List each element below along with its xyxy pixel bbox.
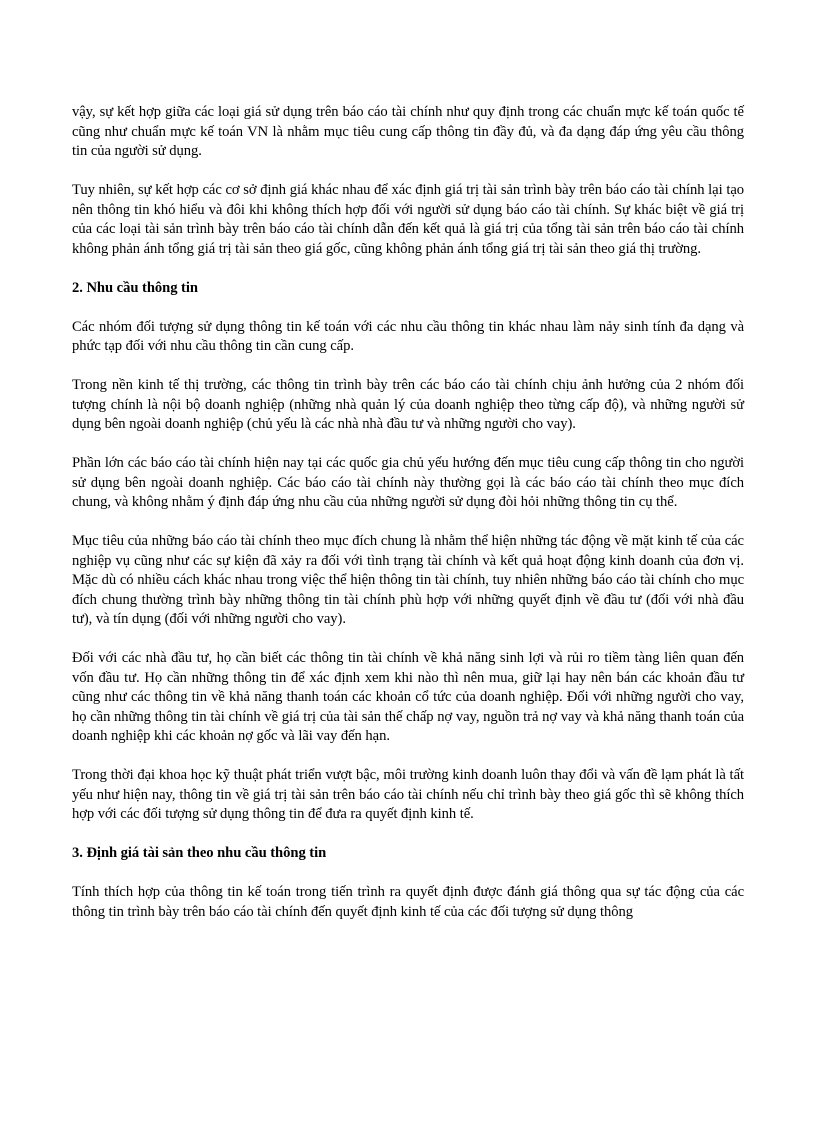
paragraph: Mục tiêu của những báo cáo tài chính theo mục đích chung là nhằm thể hiện những tác động về mặt kinh tế của các nghiệp vụ cũng như các sự kiện đã xảy ra đối với tình trạng tài chính và kết quả hoạt động kinh doanh của đơn vị. Mặc dù có nhiều cách khác nhau trong việc thể hiện thông tin tài chính, tuy nhiên những báo cáo tài chính cho mục đích chung thường trình bày những thông tin tài chính phù hợp với những quyết định về đầu tư (đối với nhà đầu tư), và tín dụng (đối với những người cho vay). xyxy=(72,533,744,627)
section-heading: 2. Nhu cầu thông tin xyxy=(72,279,198,296)
paragraph: Phần lớn các báo cáo tài chính hiện nay tại các quốc gia chủ yếu hướng đến mục tiêu cung cấp thông tin cho người sử dụng bên ngoài doanh nghiệp. Các báo cáo tài chính này thường gọi là các báo cáo tài chính theo mục đích chung, và không nhằm ý định đáp ứng nhu cầu của những người sử dụng đòi hỏi những thông tin cụ thể. xyxy=(72,455,744,510)
paragraph: vậy, sự kết hợp giữa các loại giá sử dụng trên báo cáo tài chính như quy định trong các chuẩn mực kế toán quốc tế cũng như chuẩn mực kế toán VN là nhằm mục tiêu cung cấp thông tin đầy đủ, và đa dạng đáp ứng yêu cầu thông tin của người sử dụng. xyxy=(72,104,744,159)
paragraph: Tuy nhiên, sự kết hợp các cơ sở định giá khác nhau để xác định giá trị tài sản trình bày trên báo cáo tài chính lại tạo nên thông tin khó hiểu và đôi khi không thích hợp đối với người sử dụng báo cáo tài chính. Sự khác biệt về giá trị của các loại tài sản trình bày trên báo cáo tài chính dẫn đến kết quả là giá trị của tổng tài sản trên báo cáo tài chính không phản ánh tổng giá trị tài sản theo giá gốc, cũng không phản ánh tổng giá trị tài sản theo giá thị trường. xyxy=(72,182,744,257)
paragraph: Trong nền kinh tế thị trường, các thông tin trình bày trên các báo cáo tài chính chịu ảnh hưởng của 2 nhóm đối tượng chính là nội bộ doanh nghiệp (những nhà quản lý của doanh nghiệp theo từng cấp độ), và những người sử dụng bên ngoài doanh nghiệp (chủ yếu là các nhà nhà đầu tư và những người cho vay). xyxy=(72,377,744,432)
paragraph: Các nhóm đối tượng sử dụng thông tin kế toán với các nhu cầu thông tin khác nhau làm nảy sinh tính đa dạng và phức tạp đối với nhu cầu thông tin cần cung cấp. xyxy=(72,318,744,354)
paragraph: Tính thích hợp của thông tin kế toán trong tiến trình ra quyết định được đánh giá thông qua sự tác động của các thông tin trình bày trên báo cáo tài chính đến quyết định kinh tế của các đối tượng sử dụng thông xyxy=(72,884,744,920)
section-heading: 3. Định giá tài sản theo nhu cầu thông tin xyxy=(72,845,327,861)
document-page xyxy=(72,103,744,942)
paragraph: Đối với các nhà đầu tư, họ cần biết các thông tin tài chính về khả năng sinh lợi và rủi ro tiềm tàng liên quan đến vốn đầu tư. Họ cần những thông tin để xác định xem khi nào thì nên mua, giữ lại hay nên bán các khoản đầu tư cũng như các thông tin về khả năng thanh toán các khoản cổ tức của doanh nghiệp. Đối với những người cho vay, họ cần những thông tin tài chính về giá trị của tài sản thế chấp nợ vay, nguồn trả nợ vay và khả năng thanh toán của doanh nghiệp khi các khoản nợ gốc và lãi vay đến hạn. xyxy=(72,650,744,744)
paragraph: Trong thời đại khoa học kỹ thuật phát triển vượt bậc, môi trường kinh doanh luôn thay đổi và vấn đề lạm phát là tất yếu như hiện nay, thông tin về giá trị tài sản trên báo cáo tài chính nếu chỉ trình bày theo giá gốc thì sẽ không thích hợp với các đối tượng sử dụng thông tin để đưa ra quyết định kinh tế. xyxy=(72,767,744,822)
